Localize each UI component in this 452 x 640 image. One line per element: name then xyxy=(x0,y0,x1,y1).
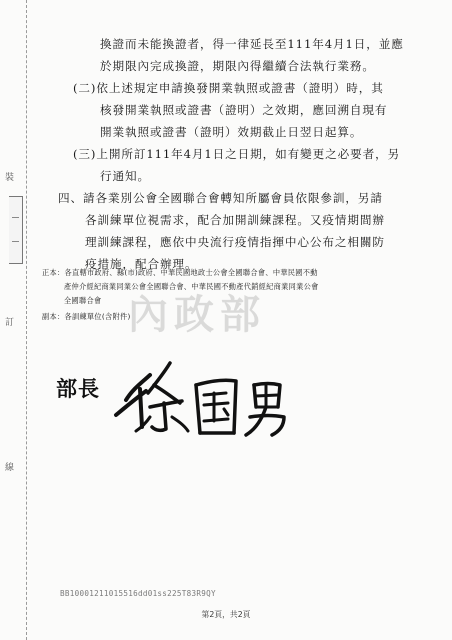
body-line: 疫措施，配合辦理。 xyxy=(85,257,198,271)
body-line: 換證而未能換證者，得一律延長至111年4月1日，並應 xyxy=(100,37,404,51)
body-line: 理訓練課程，應依中央流行疫情指揮中心公布之相關防 xyxy=(85,235,385,249)
signature-image xyxy=(46,345,296,445)
official-title: 部長 xyxy=(56,377,100,401)
page-number: 第2頁，共2頁 xyxy=(201,610,251,619)
body-line: 各訓練單位視需求，配合加開訓練課程。又疫情期間辦 xyxy=(85,213,385,227)
body-line: 於期限內完成換證，期限內得繼續合法執行業務。 xyxy=(100,59,375,73)
body-line: 開業執照或證書（證明）效期截止日翌日起算。 xyxy=(100,125,363,139)
recipient-main-line: 正本：各直轄市政府、縣(市)政府、中華民國地政士公會全國聯合會、中華民國不動 xyxy=(42,268,318,277)
binding-char-xian: 線 xyxy=(5,458,14,475)
signature-block xyxy=(46,345,296,445)
recipient-main-line: 全國聯合會 xyxy=(64,296,102,305)
binding-char-zhuang: 裝 xyxy=(5,168,14,185)
binding-char-ding: 訂 xyxy=(5,313,14,330)
body-line: (三)上開所訂111年4月1日之日期，如有變更之必要者，另 xyxy=(73,147,401,161)
binding-stub xyxy=(9,196,23,264)
recipient-main-line: 產仲介經紀商業同業公會全國聯合會、中華民國不動產代銷經紀商業同業公會 xyxy=(64,282,319,291)
body-line: 四、請各業別公會全國聯合會轉知所屬會員依限參訓，另請 xyxy=(58,191,383,205)
watermark-seal: 內政部 xyxy=(128,292,266,338)
body-line: 行通知。 xyxy=(100,169,150,183)
recipient-copy-line: 副本：各訓練單位(含附件) xyxy=(42,312,131,321)
document-code: BB10001211015516dd01ss225T83R9QY xyxy=(60,589,216,598)
body-line: (二)依上述規定申請換發開業執照或證書（證明）時，其 xyxy=(73,81,384,95)
binding-line xyxy=(26,0,27,640)
body-line: 核發開業執照或證書（證明）之效期，應回溯自現有 xyxy=(100,103,388,117)
